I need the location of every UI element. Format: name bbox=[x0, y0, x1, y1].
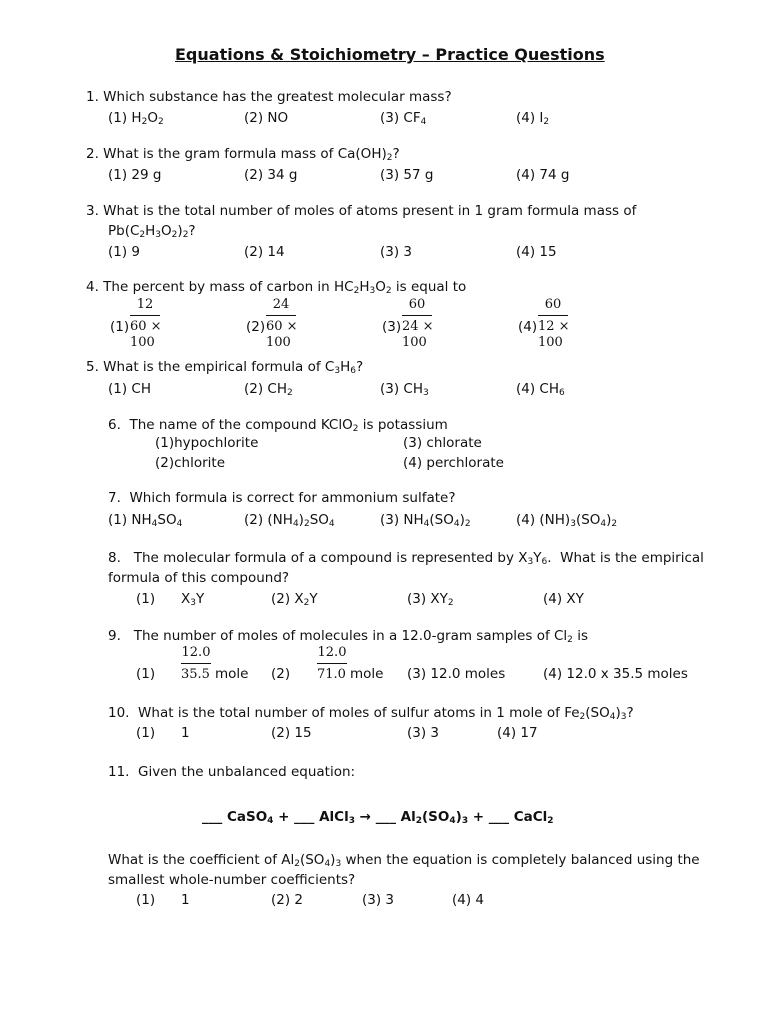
fraction-numerator: 12.0 bbox=[317, 645, 347, 664]
question-9-choice-1-unit: mole bbox=[215, 666, 249, 682]
fraction-numerator: 24 bbox=[266, 297, 296, 316]
question-4-fraction-4 bbox=[538, 297, 584, 351]
fraction-numerator: 60 bbox=[538, 297, 568, 316]
question-1-choice-1: (1) $H_2O_2$ bbox=[108, 110, 164, 127]
question-8-choice-2: (2) $X_2Y$ bbox=[271, 591, 318, 608]
fraction-numerator: 60 bbox=[402, 297, 432, 316]
question-8-choice-1: $X_3Y$ bbox=[181, 591, 205, 608]
question-10-stem: 10. What is the total number of moles of sulfur atoms in 1 mole of $Fe_2(SO_4)_3$? bbox=[108, 705, 634, 722]
question-4-choice-2-label: (2) bbox=[246, 319, 266, 335]
question-6-choice-3: (3) chlorate bbox=[403, 435, 482, 451]
question-3-choice-2: (2) 14 bbox=[244, 244, 285, 260]
fraction-denominator: 35.5 bbox=[181, 667, 210, 682]
fraction-denominator: 60 × 100 bbox=[130, 319, 162, 350]
question-9-choice-1-label: (1) bbox=[136, 666, 156, 682]
question-5-choice-1: (1) CH bbox=[108, 381, 151, 397]
question-2-choice-4: (4) 74 g bbox=[516, 167, 570, 183]
question-8-choice-3: (3) $XY_2$ bbox=[407, 591, 454, 608]
question-4-stem: 4. The percent by mass of carbon in $HC_2H_3O_2$ is equal to bbox=[86, 279, 467, 296]
fraction-denominator: 60 × 100 bbox=[266, 319, 298, 350]
question-1-choice-3: (3) $CF_4$ bbox=[380, 110, 427, 127]
fraction-numerator: 12.0 bbox=[181, 645, 211, 664]
question-11-choice-3: (3) 3 bbox=[362, 892, 395, 908]
question-11-stem-line-3: smallest whole-number coefficients? bbox=[108, 872, 356, 888]
fraction-denominator: 71.0 bbox=[317, 667, 346, 682]
question-11-choice-1-label: (1) bbox=[136, 892, 156, 908]
question-3-choice-1: (1) 9 bbox=[108, 244, 141, 260]
question-10-choice-4: (4) 17 bbox=[497, 725, 538, 741]
question-11-choice-2: (2) 2 bbox=[271, 892, 304, 908]
question-4-choice-4-label: (4) bbox=[518, 319, 538, 335]
question-6-choice-4: (4) perchlorate bbox=[403, 455, 504, 471]
question-10-choice-1: 1 bbox=[181, 725, 190, 741]
question-7-choice-1: (1) $NH_4SO_4$ bbox=[108, 512, 183, 529]
question-11-choice-4: (4) 4 bbox=[452, 892, 485, 908]
question-10-choice-3: (3) 3 bbox=[407, 725, 440, 741]
question-4-fraction-1 bbox=[130, 297, 176, 351]
question-1-choice-4: (4) $I_2$ bbox=[516, 110, 550, 127]
question-10-choice-2: (2) 15 bbox=[271, 725, 312, 741]
question-6-stem: 6. The name of the compound KClO$_2$ is potassium bbox=[108, 417, 448, 434]
page-title: Equations & Stoichiometry – Practice Questions bbox=[175, 45, 605, 64]
question-11-equation: ___ CaSO$_4$ + ___ AlCl$_3$ → ___ $Al_2(SO_4)_3$ + ___ CaCl$_2$ bbox=[202, 809, 554, 826]
question-3-choice-4: (4) 15 bbox=[516, 244, 557, 260]
question-2-stem: 2. What is the gram formula mass of $Ca(OH)_2$? bbox=[86, 146, 400, 163]
question-8-stem-line-2: formula of this compound? bbox=[108, 570, 290, 586]
question-4-choice-1-label: (1) bbox=[110, 319, 130, 335]
fraction-denominator: 24 × 100 bbox=[402, 319, 434, 350]
question-2-choice-2: (2) 34 g bbox=[244, 167, 298, 183]
question-7-choice-2: (2) $(NH_4)_2SO_4$ bbox=[244, 512, 335, 529]
question-1-choice-2: (2) NO bbox=[244, 110, 289, 126]
fraction-denominator: 12 × 100 bbox=[538, 319, 570, 350]
question-4-fraction-3 bbox=[402, 297, 448, 351]
question-3-stem: 3. What is the total number of moles of atoms present in 1 gram formula mass of bbox=[86, 203, 637, 219]
question-11-stem: 11. Given the unbalanced equation: bbox=[108, 764, 356, 780]
question-5-choice-4: (4) $CH_6$ bbox=[516, 381, 565, 398]
question-3-stem-line-2: $Pb(C_2H_3O_2)_2$? bbox=[108, 223, 196, 240]
question-5-choice-2: (2) $CH_2$ bbox=[244, 381, 293, 398]
question-5-choice-3: (3) $CH_3$ bbox=[380, 381, 429, 398]
question-9-choice-4: (4) 12.0 x 35.5 moles bbox=[543, 666, 688, 682]
question-4-fraction-2 bbox=[266, 297, 312, 351]
fraction-numerator: 12 bbox=[130, 297, 160, 316]
question-11-stem-line-2: What is the coefficient of $Al_2(SO_4)_3$ when the equation is completely balanced using the bbox=[108, 852, 700, 869]
question-9-choice-2-unit: mole bbox=[350, 666, 384, 682]
question-8-choice-4: (4) XY bbox=[543, 591, 584, 607]
question-6-choice-1: (1)hypochlorite bbox=[155, 435, 259, 451]
question-9-stem: 9. The number of moles of molecules in a 12.0-gram samples of $Cl_2$ is bbox=[108, 628, 588, 645]
question-7-stem: 7. Which formula is correct for ammonium sulfate? bbox=[108, 490, 456, 506]
question-1-stem: 1. Which substance has the greatest molecular mass? bbox=[86, 89, 452, 105]
question-8-choice-1-label: (1) bbox=[136, 591, 156, 607]
question-10-choice-1-label: (1) bbox=[136, 725, 156, 741]
question-2-choice-1: (1) 29 g bbox=[108, 167, 162, 183]
question-9-choice-2-label: (2) bbox=[271, 666, 291, 682]
question-7-choice-4: (4) $(NH)_3(SO_4)_2$ bbox=[516, 512, 618, 529]
question-9-choice-3: (3) 12.0 moles bbox=[407, 666, 506, 682]
question-3-choice-3: (3) 3 bbox=[380, 244, 413, 260]
question-7-choice-3: (3) $NH_4(SO_4)_2$ bbox=[380, 512, 471, 529]
question-8-stem: 8. The molecular formula of a compound is represented by $X_3Y_6$. What is the empirical bbox=[108, 550, 704, 567]
question-2-choice-3: (3) 57 g bbox=[380, 167, 434, 183]
question-5-stem: 5. What is the empirical formula of $C_3H_6$? bbox=[86, 359, 364, 376]
question-4-choice-3-label: (3) bbox=[382, 319, 402, 335]
question-6-choice-2: (2)chlorite bbox=[155, 455, 226, 471]
question-11-choice-1: 1 bbox=[181, 892, 190, 908]
